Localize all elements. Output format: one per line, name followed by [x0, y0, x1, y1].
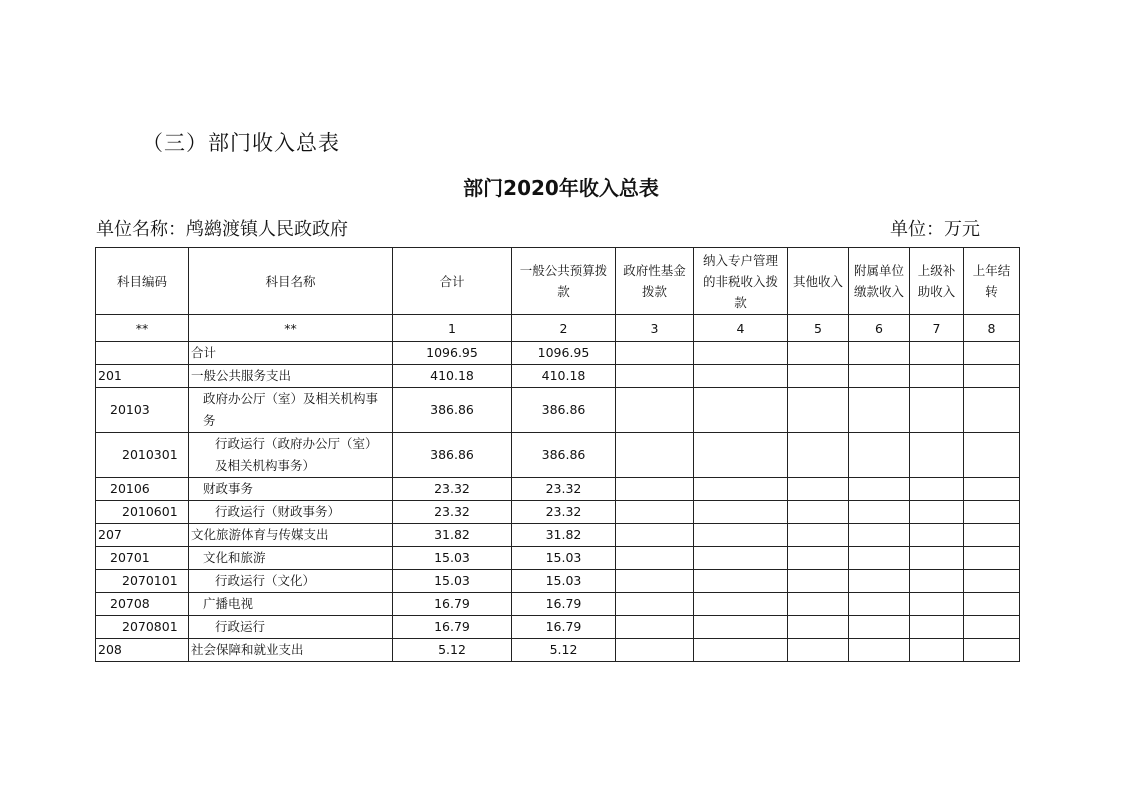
column-index: **: [96, 315, 189, 342]
total-cell: 16.79: [393, 616, 512, 639]
table-row: [96, 433, 1020, 478]
empty-cell: [616, 593, 694, 616]
empty-cell: [910, 639, 964, 662]
empty-cell: [849, 433, 910, 478]
empty-cell: [616, 547, 694, 570]
empty-cell: [788, 365, 849, 388]
empty-cell: [788, 524, 849, 547]
empty-cell: [910, 547, 964, 570]
empty-cell: [788, 388, 849, 433]
empty-cell: [849, 570, 910, 593]
subject-name-cell: 一般公共服务支出: [189, 365, 393, 388]
empty-cell: [964, 478, 1020, 501]
general-budget-cell: 31.82: [512, 524, 616, 547]
column-header: 政府性基金拨款: [616, 248, 694, 315]
table-row: [96, 524, 1020, 547]
table-header-row: [96, 248, 1020, 315]
general-budget-cell: 410.18: [512, 365, 616, 388]
total-cell: 23.32: [393, 478, 512, 501]
empty-cell: [616, 342, 694, 365]
empty-cell: [694, 639, 788, 662]
column-index: 4: [694, 315, 788, 342]
unit-name-label: 单位名称：鸬鹚渡镇人民政政府: [96, 219, 348, 240]
table-row: [96, 570, 1020, 593]
empty-cell: [964, 616, 1020, 639]
subject-code-cell: 20708: [96, 593, 189, 616]
subject-name-cell: 财政事务: [189, 478, 393, 501]
empty-cell: [910, 501, 964, 524]
total-cell: 386.86: [393, 433, 512, 478]
empty-cell: [964, 524, 1020, 547]
subject-code-cell: 20106: [96, 478, 189, 501]
empty-cell: [964, 342, 1020, 365]
empty-cell: [964, 365, 1020, 388]
subject-code-cell: 20701: [96, 547, 189, 570]
empty-cell: [616, 388, 694, 433]
empty-cell: [849, 342, 910, 365]
table-row: [96, 547, 1020, 570]
empty-cell: [616, 639, 694, 662]
total-cell: 410.18: [393, 365, 512, 388]
empty-cell: [910, 478, 964, 501]
empty-cell: [910, 616, 964, 639]
table-body: [96, 342, 1020, 662]
general-budget-cell: 5.12: [512, 639, 616, 662]
empty-cell: [616, 524, 694, 547]
subject-code-cell: 2010301: [96, 433, 189, 478]
empty-cell: [788, 478, 849, 501]
empty-cell: [788, 433, 849, 478]
table-row: [96, 616, 1020, 639]
general-budget-cell: 1096.95: [512, 342, 616, 365]
column-index: 3: [616, 315, 694, 342]
column-header: 科目编码: [96, 248, 189, 315]
table-row: [96, 501, 1020, 524]
total-cell: 31.82: [393, 524, 512, 547]
subject-code-cell: 2070801: [96, 616, 189, 639]
total-cell: 1096.95: [393, 342, 512, 365]
empty-cell: [849, 639, 910, 662]
subject-name-cell: 社会保障和就业支出: [189, 639, 393, 662]
empty-cell: [910, 570, 964, 593]
column-index: 1: [393, 315, 512, 342]
empty-cell: [694, 478, 788, 501]
income-summary-table: [95, 247, 1020, 662]
empty-cell: [849, 388, 910, 433]
empty-cell: [910, 365, 964, 388]
total-cell: 5.12: [393, 639, 512, 662]
subject-name-cell: 文化和旅游: [189, 547, 393, 570]
subject-name-cell: 文化旅游体育与传媒支出: [189, 524, 393, 547]
general-budget-cell: 15.03: [512, 547, 616, 570]
empty-cell: [849, 478, 910, 501]
empty-cell: [694, 524, 788, 547]
empty-cell: [616, 616, 694, 639]
document-title: 部门2020年收入总表: [463, 176, 659, 200]
empty-cell: [616, 501, 694, 524]
empty-cell: [849, 524, 910, 547]
column-index: 2: [512, 315, 616, 342]
empty-cell: [964, 433, 1020, 478]
subject-code-cell: 2010601: [96, 501, 189, 524]
section-heading: （三）部门收入总表: [142, 131, 340, 155]
empty-cell: [964, 388, 1020, 433]
subject-code-cell: 207: [96, 524, 189, 547]
column-header: 一般公共预算拨款: [512, 248, 616, 315]
empty-cell: [616, 433, 694, 478]
subject-code-cell: 208: [96, 639, 189, 662]
column-header: 上年结转: [964, 248, 1020, 315]
total-cell: 23.32: [393, 501, 512, 524]
empty-cell: [964, 547, 1020, 570]
empty-cell: [849, 365, 910, 388]
empty-cell: [849, 593, 910, 616]
empty-cell: [788, 593, 849, 616]
column-index: 8: [964, 315, 1020, 342]
empty-cell: [616, 570, 694, 593]
column-header: 科目名称: [189, 248, 393, 315]
column-index: 7: [910, 315, 964, 342]
empty-cell: [910, 524, 964, 547]
total-cell: 15.03: [393, 570, 512, 593]
column-header: 纳入专户管理的非税收入拨款: [694, 248, 788, 315]
column-header: 其他收入: [788, 248, 849, 315]
empty-cell: [910, 593, 964, 616]
total-cell: 15.03: [393, 547, 512, 570]
empty-cell: [788, 639, 849, 662]
empty-cell: [849, 616, 910, 639]
empty-cell: [910, 433, 964, 478]
empty-cell: [694, 365, 788, 388]
empty-cell: [788, 342, 849, 365]
empty-cell: [694, 433, 788, 478]
table-row: [96, 639, 1020, 662]
empty-cell: [616, 478, 694, 501]
empty-cell: [910, 388, 964, 433]
table-row: [96, 593, 1020, 616]
subject-name-cell: 行政运行（文化）: [189, 570, 393, 593]
subject-name-cell: 广播电视: [189, 593, 393, 616]
empty-cell: [694, 616, 788, 639]
total-cell: 386.86: [393, 388, 512, 433]
subject-name-cell: 行政运行（财政事务）: [189, 501, 393, 524]
empty-cell: [964, 639, 1020, 662]
general-budget-cell: 16.79: [512, 616, 616, 639]
empty-cell: [849, 501, 910, 524]
column-index: 5: [788, 315, 849, 342]
empty-cell: [694, 593, 788, 616]
empty-cell: [788, 570, 849, 593]
empty-cell: [910, 342, 964, 365]
column-index: **: [189, 315, 393, 342]
empty-cell: [694, 547, 788, 570]
empty-cell: [616, 365, 694, 388]
general-budget-cell: 386.86: [512, 433, 616, 478]
empty-cell: [788, 616, 849, 639]
table-row: [96, 388, 1020, 433]
column-header: 合计: [393, 248, 512, 315]
empty-cell: [694, 501, 788, 524]
empty-cell: [694, 342, 788, 365]
subject-code-cell: 20103: [96, 388, 189, 433]
subject-code-cell: 2070101: [96, 570, 189, 593]
table-row: [96, 342, 1020, 365]
subject-code-cell: 201: [96, 365, 189, 388]
empty-cell: [788, 547, 849, 570]
subject-name-cell: 行政运行: [189, 616, 393, 639]
subject-name-cell: 行政运行（政府办公厅（室）及相关机构事务）: [189, 433, 393, 478]
table-row: [96, 478, 1020, 501]
empty-cell: [964, 501, 1020, 524]
general-budget-cell: 386.86: [512, 388, 616, 433]
empty-cell: [694, 388, 788, 433]
empty-cell: [964, 570, 1020, 593]
column-index-row: [96, 315, 1020, 342]
general-budget-cell: 16.79: [512, 593, 616, 616]
currency-unit-label: 单位：万元: [890, 219, 980, 240]
general-budget-cell: 23.32: [512, 501, 616, 524]
empty-cell: [788, 501, 849, 524]
subject-name-cell: 合计: [189, 342, 393, 365]
subject-name-cell: 政府办公厅（室）及相关机构事务: [189, 388, 393, 433]
table-row: [96, 365, 1020, 388]
general-budget-cell: 23.32: [512, 478, 616, 501]
general-budget-cell: 15.03: [512, 570, 616, 593]
empty-cell: [694, 570, 788, 593]
subject-code-cell: [96, 342, 189, 365]
column-header: 上级补助收入: [910, 248, 964, 315]
column-header: 附属单位缴款收入: [849, 248, 910, 315]
empty-cell: [964, 593, 1020, 616]
total-cell: 16.79: [393, 593, 512, 616]
column-index: 6: [849, 315, 910, 342]
empty-cell: [849, 547, 910, 570]
